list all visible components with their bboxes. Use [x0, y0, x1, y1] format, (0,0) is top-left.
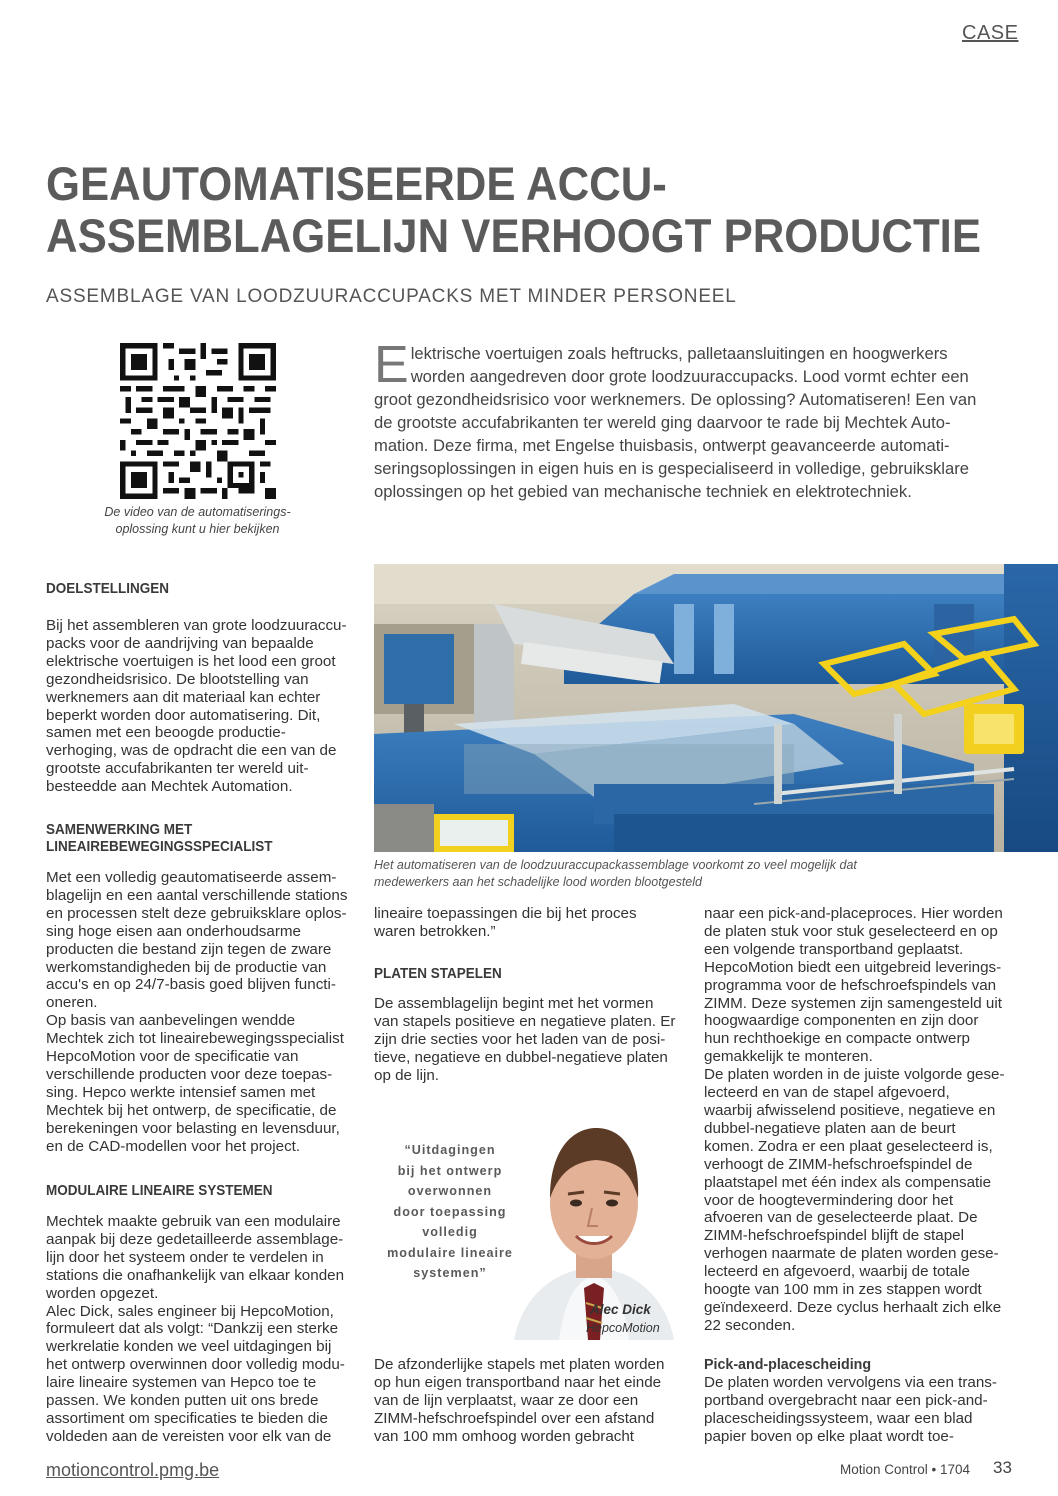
- body-line: de platen stuk voor stuk geselecteerd en op: [704, 922, 998, 940]
- body-line: formuleert dat als volgt: “Dankzij een sterke: [46, 1320, 339, 1338]
- body-line: papier boven op elke plaat wordt toe-: [704, 1427, 954, 1445]
- body-line: ZIMM-hefschroefspindel over een afstand: [374, 1409, 655, 1427]
- body-doelstellingen: [46, 617, 354, 796]
- body-line: lecteerd en van de stapel afgevoerd,: [704, 1084, 950, 1102]
- body-line: passen. We konden putten uit ons brede: [46, 1392, 319, 1410]
- body-line: afvoeren van de geselecteerde plaat. De: [704, 1209, 978, 1227]
- body-line: hun rechthoekige en compacte ontwerp: [704, 1030, 970, 1048]
- body-line: lineaire toepassingen die bij het proces: [374, 905, 637, 922]
- assembly-line-photo: [374, 564, 1058, 852]
- body-line: ZIMM-hefschroefspindel blijft de stapel: [704, 1227, 964, 1245]
- quote-line: door toepassing: [393, 1204, 507, 1219]
- body-line: en de CAD-modellen voor het project.: [46, 1137, 301, 1155]
- body-line: van stapels positieve en negatieve platen. Er: [374, 1012, 676, 1030]
- intro-line: groot gezondheidsrisico voor werknemers. De oplossing? Automatiseren! Een van: [374, 390, 977, 409]
- body-col2-top: [374, 905, 684, 941]
- body-platen: [374, 995, 684, 1085]
- heading-modulaire: MODULAIRE LINEAIRE SYSTEMEN: [46, 1182, 273, 1199]
- qr-code-icon[interactable]: [120, 343, 276, 499]
- body-line: waren betrokken.”: [374, 922, 496, 940]
- intro-line: worden aangedreven door grote loodzuuraccupacks. Lood vormt echter een: [410, 367, 969, 386]
- body-line: stations die onafhankelijk van elkaar konden: [46, 1266, 345, 1284]
- body-line: verschillende producten voor deze toepas-: [46, 1065, 333, 1083]
- body-line: programma voor de hefschroefspindels van: [704, 976, 997, 994]
- body-line: berekeningen voor belasting en levensduur,: [46, 1119, 340, 1137]
- body-modulaire: [46, 1213, 354, 1446]
- body-line: werknemers aan dit materiaal kan echter: [46, 688, 321, 706]
- intro-line: de grootste accufabrikanten ter wereld ging daarvoor te rade bij Mechtek Auto-: [374, 413, 951, 432]
- body-line: zijn drie secties voor het laden van de posi-: [374, 1030, 666, 1048]
- body-line: werkomstandigheden bij de productie van: [46, 958, 327, 976]
- body-line: worden opgezet.: [46, 1284, 159, 1302]
- body-line: hoogwaardige componenten en zijn door: [704, 1012, 979, 1030]
- pull-quote: [380, 1140, 520, 1284]
- body-line: packs voor de aandrijving van bepaalde: [46, 634, 314, 652]
- heading-line: LINEAIREBEWEGINGSSPECIALIST: [46, 838, 273, 855]
- body-line: Mechtek bij het ontwerp, de specificatie, de: [46, 1101, 337, 1119]
- body-line: hoogte van 100 mm in zes stappen wordt: [704, 1281, 982, 1299]
- article-title: [46, 157, 981, 262]
- section-tag: CASE: [962, 22, 1019, 44]
- body-line: producten die bestand zijn tegen de zware: [46, 940, 332, 958]
- body-line: grootste accufabrikanten ter wereld uit-: [46, 760, 309, 778]
- body-line: werkrelatie konden we veel uitdagingen bij: [46, 1338, 332, 1356]
- body-line: op hun eigen transportband naar het einde: [374, 1373, 662, 1391]
- quote-line: “Uitdagingen: [404, 1143, 496, 1157]
- body-line: het ontwerp overwinnen door volledig modu-: [46, 1356, 345, 1374]
- body-line: elektrische voertuigen is het lood een groot: [46, 652, 336, 670]
- title-line-1: GEAUTOMATISEERDE ACCU-: [46, 157, 667, 210]
- body-line: Mechtek zich tot lineairebewegingsspecialist: [46, 1030, 344, 1048]
- title-line-2: ASSEMBLAGELIJN VERHOOGT PRODUCTIE: [46, 209, 981, 262]
- heading-line: SAMENWERKING MET: [46, 821, 193, 838]
- body-line: op de lijn.: [374, 1066, 440, 1084]
- photo-caption: Het automatiseren van de loodzuuraccupackassemblage voorkomt zo veel mogelijk dat medewerkers aan het schadelijke lood worden blootgesteld: [374, 858, 857, 889]
- body-line: plaatstapel met één index als compensatie: [704, 1173, 992, 1191]
- intro-line: lektrische voertuigen zoals heftrucks, palletaansluitingen en hoogwerkers: [410, 344, 948, 363]
- quote-line: volledig: [422, 1225, 478, 1239]
- body-line: dubbel-negatieve platen aan de beurt: [704, 1119, 956, 1137]
- body-line: 22 seconden.: [704, 1316, 796, 1334]
- body-line: HepcoMotion biedt een uitgebreid leverings-: [704, 958, 1002, 976]
- body-line: Mechtek maakte gebruik van een modulaire: [46, 1213, 341, 1230]
- heading-pick: Pick-and-placescheiding: [704, 1356, 872, 1373]
- body-line: laire lineaire systemen van Hepco toe te: [46, 1374, 317, 1392]
- body-line: verhoogt de ZIMM-hefschroefspindel de: [704, 1155, 973, 1173]
- body-line: lecteerd en afgevoerd, waarbij de totale: [704, 1263, 970, 1281]
- intro-dropcap: E: [374, 336, 409, 394]
- quote-line: modulaire lineaire: [387, 1245, 513, 1260]
- body-line: placescheidingssysteem, waar een blad: [704, 1409, 973, 1427]
- body-pick: [704, 1374, 1014, 1446]
- intro-line: seringsoplossingen in eigen huis en is gespecialiseerd in volledige, gebruiksklare: [374, 459, 969, 478]
- quote-company: HepcoMotion: [586, 1321, 660, 1335]
- body-line: De platen worden vervolgens via een trans-: [704, 1374, 997, 1391]
- body-line: portband overgebracht naar een pick-and-: [704, 1391, 988, 1409]
- intro-line: oplossingen op het gebied van mechanische techniek en elektrotechniek.: [374, 482, 912, 501]
- body-line: blagelijn en een aantal verschillende stations: [46, 886, 348, 904]
- page-number: 33: [993, 1458, 1012, 1477]
- body-line: tieve, negatieve en dubbel-negatieve platen: [374, 1048, 668, 1066]
- body-line: ZIMM. Deze systemen zijn samengesteld uit: [704, 994, 1002, 1012]
- body-line: een volgende transportband geplaatst.: [704, 940, 964, 958]
- body-line: en processen stelt deze gebruiksklare oplos-: [46, 904, 347, 922]
- quote-line: overwonnen: [407, 1184, 493, 1198]
- body-line: lijn door het systeem onder te verdelen in: [46, 1248, 324, 1266]
- heading-doelstellingen: DOELSTELLINGEN: [46, 580, 170, 597]
- body-line: gezondheidsrisico. De blootstelling van: [46, 670, 309, 688]
- body-line: beperkt worden door automatisering. Dit,: [46, 706, 321, 724]
- quote-person: Alec Dick: [590, 1302, 651, 1317]
- body-line: assortiment om specificaties te bieden die: [46, 1409, 328, 1427]
- body-line: komen. Zodra er een plaat geselecteerd is,: [704, 1137, 993, 1155]
- body-line: van de lijn verplaatst, waar ze door een: [374, 1391, 639, 1409]
- body-col3: [704, 905, 1014, 1335]
- body-samenwerking: [46, 869, 354, 1156]
- body-line: De afzonderlijke stapels met platen worden: [374, 1356, 665, 1373]
- body-line: Alec Dick, sales engineer bij HepcoMotion,: [46, 1302, 334, 1320]
- body-line: oneren.: [46, 994, 98, 1012]
- assembly-line-illustration: [374, 564, 1058, 852]
- intro-paragraph: [374, 336, 1002, 503]
- body-line: voldeden aan de vereisten voor elk van de: [46, 1427, 332, 1445]
- heading-platen: PLATEN STAPELEN: [374, 965, 502, 982]
- body-line: accu's en op 24/7-basis goed blijven functi-: [46, 976, 336, 994]
- body-line: geïndexeerd. Deze cyclus herhaalt zich elke: [704, 1298, 1002, 1316]
- footer-magazine: Motion Control • 1704: [840, 1462, 971, 1477]
- quote-line: bij het ontwerp: [397, 1163, 503, 1178]
- body-line: voor de hoogtevermindering door het: [704, 1191, 954, 1209]
- intro-line: mation. Deze firma, met Engelse thuisbasis, ontwerpt geavanceerde automati-: [374, 436, 950, 455]
- quote-line: systemen”: [413, 1266, 487, 1280]
- body-line: van 100 mm omhoog worden gebracht: [374, 1427, 635, 1445]
- heading-samenwerking: [46, 821, 273, 855]
- qr-caption: De video van de automatiserings-oplossing kunt u hier bekijken: [104, 505, 291, 536]
- body-line: waarbij afwisselend positieve, negatieve en: [704, 1101, 996, 1119]
- body-line: sing. Hepco werkte intensief samen met: [46, 1083, 316, 1101]
- body-platen-after: [374, 1356, 684, 1446]
- body-line: sing hoge eisen aan onderhoudsarme: [46, 922, 301, 940]
- body-line: De platen worden in de juiste volgorde gese-: [704, 1066, 1005, 1084]
- body-line: gemakkelijk te monteren.: [704, 1048, 873, 1066]
- body-line: De assemblagelijn begint met het vormen: [374, 995, 654, 1012]
- body-line: Met een volledig geautomatiseerde assem-: [46, 869, 337, 886]
- body-line: verhoging, was de opdracht die een van de: [46, 742, 337, 760]
- body-line: naar een pick-and-placeproces. Hier worden: [704, 905, 1003, 922]
- body-line: verhogen naarmate de platen worden gese-: [704, 1245, 999, 1263]
- body-line: HepcoMotion voor de specificatie van: [46, 1048, 299, 1066]
- article-subtitle: ASSEMBLAGE VAN LOODZUURACCUPACKS MET MINDER PERSONEEL: [46, 286, 737, 307]
- body-line: aanpak bij deze gedetailleerde assemblage-: [46, 1230, 344, 1248]
- body-line: Op basis van aanbevelingen wendde: [46, 1012, 296, 1030]
- body-line: besteedde aan Mechtek Automation.: [46, 778, 293, 796]
- body-line: samen met een beoogde productie-: [46, 724, 286, 742]
- footer-website-link[interactable]: motioncontrol.pmg.be: [46, 1460, 220, 1480]
- body-line: Bij het assembleren van grote loodzuuraccu-: [46, 617, 347, 634]
